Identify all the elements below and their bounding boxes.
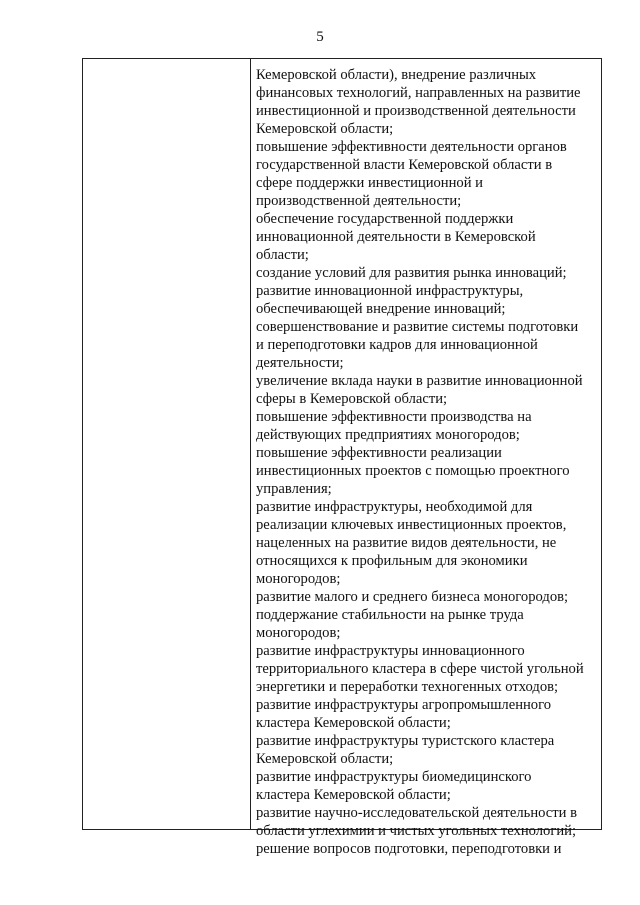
text-line: увеличение вклада науки в развитие инновационной [256, 373, 583, 389]
text-line: сфере поддержки инвестиционной и [256, 175, 483, 191]
text-line: территориального кластера в сфере чистой угольной [256, 661, 584, 677]
text-line: развитие инфраструктуры биомедицинского [256, 769, 532, 785]
text-line: развитие малого и среднего бизнеса моногородов; [256, 589, 569, 605]
text-line: финансовых технологий, направленных на развитие [256, 85, 581, 101]
text-line: инвестиционных проектов с помощью проектного [256, 463, 570, 479]
text-line: моногородов; [256, 625, 341, 641]
text-line: поддержание стабильности на рынке труда [256, 607, 524, 623]
text-line: обеспечивающей внедрение инноваций; [256, 301, 506, 317]
text-line: сферы в Кемеровской области; [256, 391, 448, 407]
text-line: совершенствование и развитие системы подготовки [256, 319, 579, 335]
text-line: инвестиционной и производственной деятельности [256, 103, 576, 119]
text-line: развитие инфраструктуры, необходимой для [256, 499, 533, 515]
text-line: Кемеровской области; [256, 121, 394, 137]
text-line: производственной деятельности; [256, 193, 462, 209]
text-line: кластера Кемеровской области; [256, 715, 451, 731]
text-line: повышение эффективности реализации [256, 445, 502, 461]
text-line: Кемеровской области; [256, 751, 394, 767]
text-line: и переподготовки кадров для инновационной [256, 337, 538, 353]
text-line: моногородов; [256, 571, 341, 587]
text-line: развитие инфраструктуры инновационного [256, 643, 525, 659]
text-line: решение вопросов подготовки, переподготовки и [256, 841, 562, 857]
text-line: обеспечение государственной поддержки [256, 211, 514, 227]
text-line: области углехимии и чистых угольных технологий; [256, 823, 576, 839]
table-left-cell [83, 59, 250, 829]
document-table [82, 58, 602, 857]
text-line: реализации ключевых инвестиционных проектов, [256, 517, 567, 533]
text-line: относящихся к профильным для экономики [256, 553, 528, 569]
text-line: действующих предприятиях моногородов; [256, 427, 520, 443]
text-line: государственной власти Кемеровской области в [256, 157, 553, 173]
text-line: создание условий для развития рынка инноваций; [256, 265, 567, 281]
text-line: Кемеровской области), внедрение различных [256, 67, 537, 83]
text-line: энергетики и переработки техногенных отходов; [256, 679, 559, 695]
text-line: управления; [256, 481, 332, 497]
text-line: повышение эффективности деятельности органов [256, 139, 567, 155]
column-divider [250, 59, 251, 829]
text-line: развитие инфраструктуры туристского кластера [256, 733, 555, 749]
text-line: развитие инновационной инфраструктуры, [256, 283, 524, 299]
page-number: 5 [316, 29, 324, 45]
text-line: развитие инфраструктуры агропромышленного [256, 697, 552, 713]
text-line: деятельности; [256, 355, 344, 371]
text-line: области; [256, 247, 309, 263]
text-line: инновационной деятельности в Кемеровской [256, 229, 536, 245]
text-line: развитие научно-исследовательской деятельности в [256, 805, 578, 821]
table-right-cell [256, 66, 599, 858]
text-line: кластера Кемеровской области; [256, 787, 451, 803]
text-line: нацеленных на развитие видов деятельности, не [256, 535, 557, 551]
text-line: повышение эффективности производства на [256, 409, 532, 425]
